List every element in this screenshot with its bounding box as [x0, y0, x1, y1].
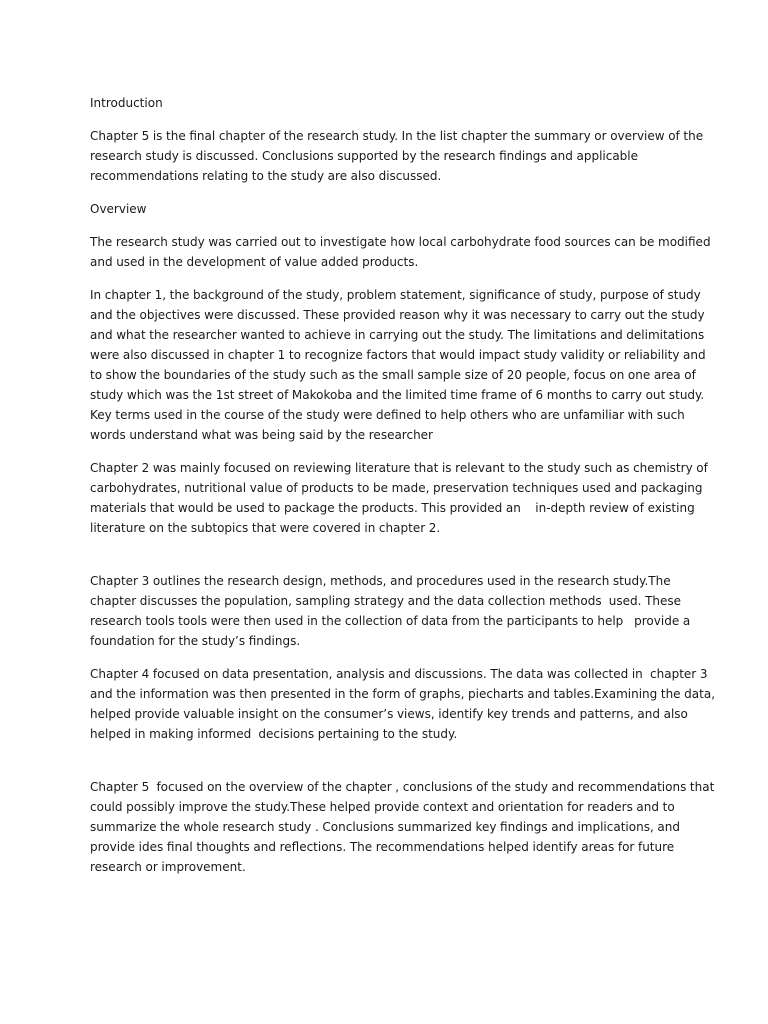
text-line: helped in making informed decisions pertaining to the study. — [90, 727, 458, 741]
text-line: provide ides final thoughts and reflections. The recommendations helped identify areas for future — [90, 840, 675, 854]
paragraph-introduction — [90, 126, 704, 186]
text-line: Chapter 2 was mainly focused on reviewing literature that is relevant to the study such as chemistry of — [90, 461, 708, 475]
text-line: and what the researcher wanted to achieve in carrying out the study. The limitations and delimitations — [90, 328, 705, 342]
text-line: and the information was then presented in the form of graphs, piecharts and tables.Examining the data, — [90, 687, 716, 701]
blank-line — [90, 757, 678, 777]
text-line: could possibly improve the study.These helped provide context and orientation for readers and to — [90, 800, 675, 814]
text-line: materials that would be used to package the products. This provided an in-depth review of existing — [90, 501, 695, 515]
text-line: Chapter 3 outlines the research design, methods, and procedures used in the research study.The — [90, 574, 671, 588]
heading-overview: Overview — [90, 202, 147, 216]
text-line: Chapter 5 is the final chapter of the research study. In the list chapter the summary or overview of the — [90, 129, 704, 143]
text-line: and used in the development of value added products. — [90, 255, 419, 269]
paragraph-chapter-1 — [90, 285, 706, 445]
text-line: Key terms used in the course of the study were defined to help others who are unfamiliar with such — [90, 408, 685, 422]
text-line: research or improvement. — [90, 860, 246, 874]
paragraph-overview — [90, 232, 711, 272]
paragraph-chapter-2 — [90, 458, 708, 538]
text-line: were also discussed in chapter 1 to recognize factors that would impact study validity or reliability and — [90, 348, 706, 362]
blank-line — [90, 551, 678, 571]
text-line: research study is discussed. Conclusions supported by the research findings and applicable — [90, 149, 639, 163]
text-line: chapter discusses the population, sampling strategy and the data collection methods used. These — [90, 594, 682, 608]
paragraph-chapter-5 — [90, 777, 715, 877]
text-line: to show the boundaries of the study such as the small sample size of 20 people, focus on one area of — [90, 368, 696, 382]
text-line: carbohydrates, nutritional value of products to be made, preservation techniques used and packaging — [90, 481, 703, 495]
text-line: recommendations relating to the study are also discussed. — [90, 169, 442, 183]
text-line: foundation for the study’s findings. — [90, 634, 301, 648]
paragraph-chapter-4 — [90, 664, 716, 744]
text-line: helped provide valuable insight on the consumer’s views, identify key trends and patterns, and also — [90, 707, 688, 721]
text-line: literature on the subtopics that were covered in chapter 2. — [90, 521, 441, 535]
text-line: In chapter 1, the background of the study, problem statement, significance of study, purpose of study — [90, 288, 701, 302]
text-line: summarize the whole research study . Conclusions summarized key findings and implications, and — [90, 820, 680, 834]
text-line: The research study was carried out to investigate how local carbohydrate food sources can be modified — [90, 235, 711, 249]
text-line: words understand what was being said by the researcher — [90, 428, 433, 442]
text-line: and the objectives were discussed. These provided reason why it was necessary to carry out the study — [90, 308, 705, 322]
text-line: study which was the 1st street of Makokoba and the limited time frame of 6 months to carry out study. — [90, 388, 705, 402]
text-line: Chapter 5 focused on the overview of the chapter , conclusions of the study and recommendations that — [90, 780, 715, 794]
heading-introduction: Introduction — [90, 96, 163, 110]
paragraph-chapter-3 — [90, 571, 691, 651]
text-line: Chapter 4 focused on data presentation, analysis and discussions. The data was collected in chapter 3 — [90, 667, 708, 681]
text-line: research tools tools were then used in the collection of data from the participants to help provide a — [90, 614, 691, 628]
